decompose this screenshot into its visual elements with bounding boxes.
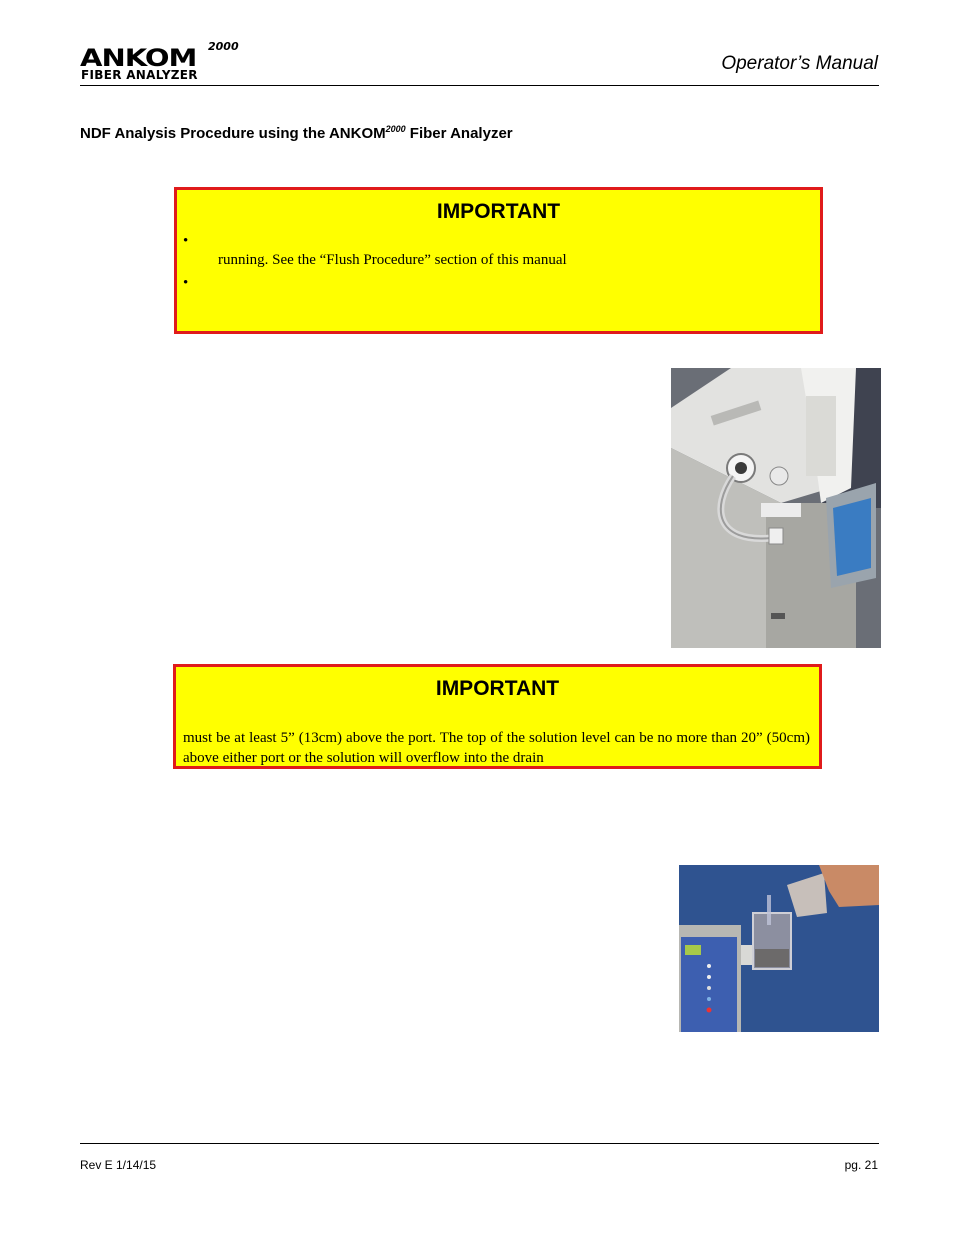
section-heading-suffix: Fiber Analyzer (405, 125, 513, 142)
solution-pour-photo (679, 865, 879, 1032)
analyzer-drain-photo (671, 368, 881, 648)
header-divider (80, 85, 879, 86)
bullet-text: running. See the “Flush Procedure” section of this manual (218, 252, 567, 268)
important-title: IMPORTANT (436, 200, 561, 223)
logo-brand-text: ANKOM (80, 44, 197, 72)
section-heading-superscript: 2000 (385, 124, 406, 134)
analyzer-drain-image (671, 368, 881, 648)
bullet-marker: • (183, 233, 189, 249)
manual-title: Operator’s Manual (721, 53, 878, 74)
section-heading-text: NDF Analysis Procedure using the ANKOM (80, 125, 386, 142)
important-title: IMPORTANT (435, 677, 560, 700)
solution-pour-image (679, 865, 879, 1032)
logo-superscript: 2000 (208, 40, 239, 53)
bullet-marker: • (183, 275, 189, 291)
logo-subtitle: FIBER ANALYZER (81, 68, 198, 82)
important-text: must be at least 5” (13cm) above the port. The top of the solution level can be no more than 20” (50cm) above either port or the solution will overflow into the drain (183, 730, 810, 766)
important-notice-2 (173, 664, 822, 769)
section-heading (80, 124, 513, 142)
ankom-logo (80, 40, 250, 84)
revision-label: Rev E 1/14/15 (80, 1158, 157, 1172)
footer-divider (80, 1143, 879, 1144)
page-number: pg. 21 (844, 1158, 878, 1172)
important-notice-1 (174, 187, 823, 334)
